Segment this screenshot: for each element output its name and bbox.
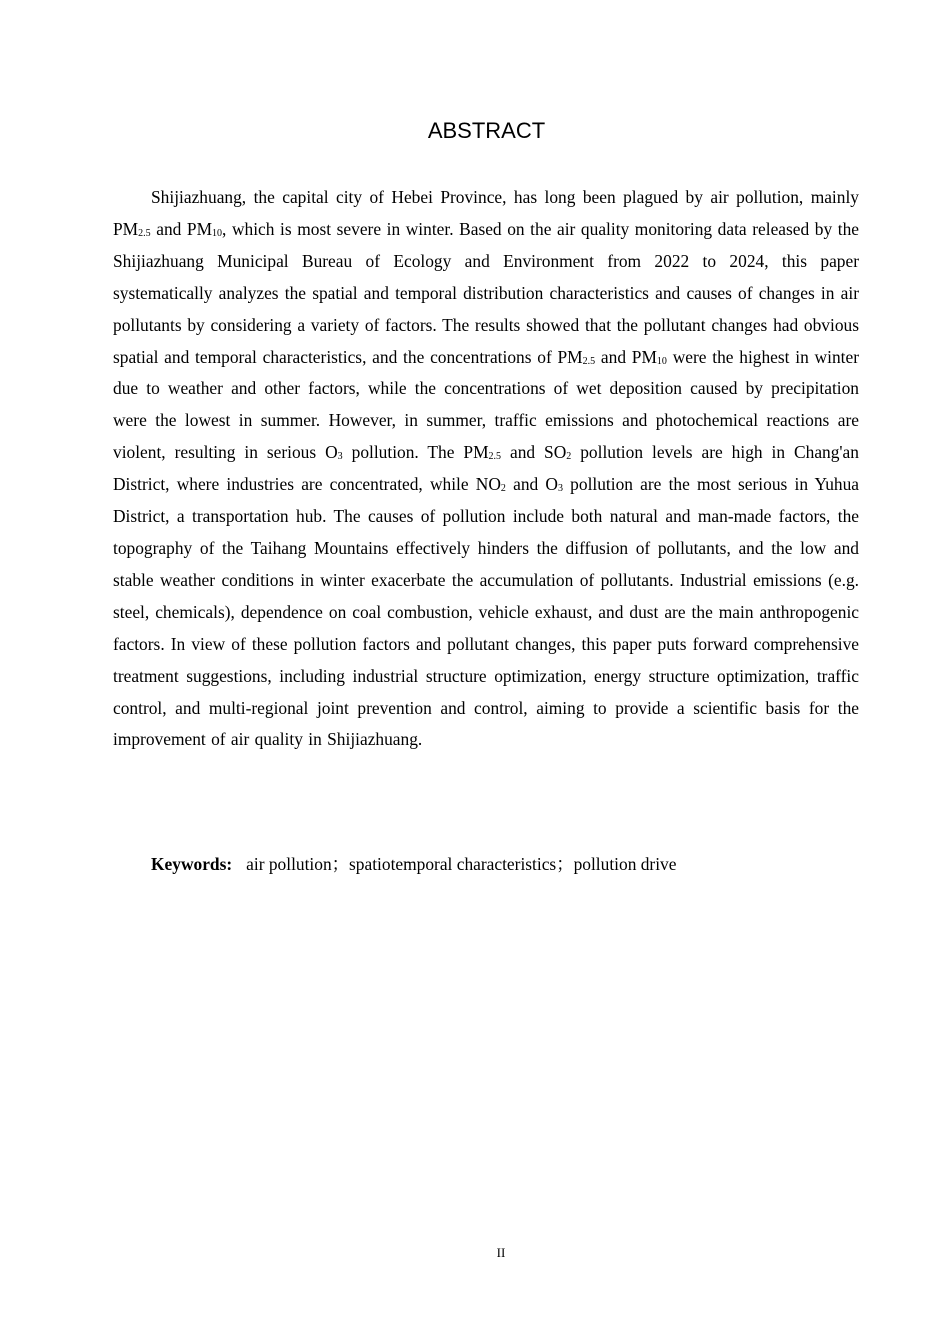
abstract-title: ABSTRACT xyxy=(427,118,546,143)
abstract-text: and SO xyxy=(501,442,567,463)
abstract-text: pollution. The PM xyxy=(342,442,489,463)
abstract-text: were the highest in winter due to weather and other factors, while the concentrations of wet deposition caused by precipitation were the lowest in summer. However, in summer, traffic emissions and photochemical reactions are violent, resulting in serious O xyxy=(113,346,859,463)
subscript: 10 xyxy=(212,227,223,239)
keywords-line xyxy=(151,851,859,877)
keywords-text: air pollution；spatiotemporal characteristics；pollution drive xyxy=(246,854,677,874)
subscript: 3 xyxy=(557,483,563,495)
abstract-text: and PM xyxy=(595,346,657,367)
subscript: 2 xyxy=(500,483,506,495)
page-number: II xyxy=(496,1245,506,1260)
subscript: 2.5 xyxy=(488,451,502,463)
keywords-label: Keywords: xyxy=(151,854,233,874)
abstract-text: Shijiazhuang, the capital city of Hebei Province, has long been plagued by air pollution, mainly PM xyxy=(113,187,859,239)
subscript: 3 xyxy=(337,451,343,463)
abstract-text: and PM xyxy=(150,218,213,239)
subscript: 2 xyxy=(566,451,572,463)
subscript: 2.5 xyxy=(582,355,596,367)
abstract-text: , which is most severe in winter. Based on the air quality monitoring data released by the Shijiazhuang Municipal Bureau of Ecology and Environment from 2022 to 2024, this paper systematically analyzes the spatial and temporal distribution characteristics and causes of changes in air pollutants by considering a variety of factors. The results showed that the pollutant changes had obvious spatial and temporal characteristics, and the concentrations of PM xyxy=(113,218,859,367)
abstract-text: pollution are the most serious in Yuhua District, a transportation hub. The causes of pollution include both natural and man-made factors, the topography of the Taihang Mountains effectively hinders the diffusion of pollutants, and the low and stable weather conditions in winter exacerbate the accumulation of pollutants. Industrial emissions (e.g. steel, chemicals), dependence on coal combustion, vehicle exhaust, and dust are the main anthropogenic factors. In view of these pollution factors and pollutant changes, this paper puts forward comprehensive treatment suggestions, including industrial structure optimization, energy structure optimization, traffic control, and multi-regional joint prevention and control, aiming to provide a scientific basis for the improvement of air quality in Shijiazhuang. xyxy=(113,474,859,750)
abstract-paragraph xyxy=(113,182,859,756)
subscript: 10 xyxy=(656,355,667,367)
subscript: 2.5 xyxy=(138,227,151,239)
abstract-text: pollution levels are high in Chang'an District, where industries are concentrated, while NO xyxy=(113,442,859,495)
abstract-text: and O xyxy=(505,474,558,495)
